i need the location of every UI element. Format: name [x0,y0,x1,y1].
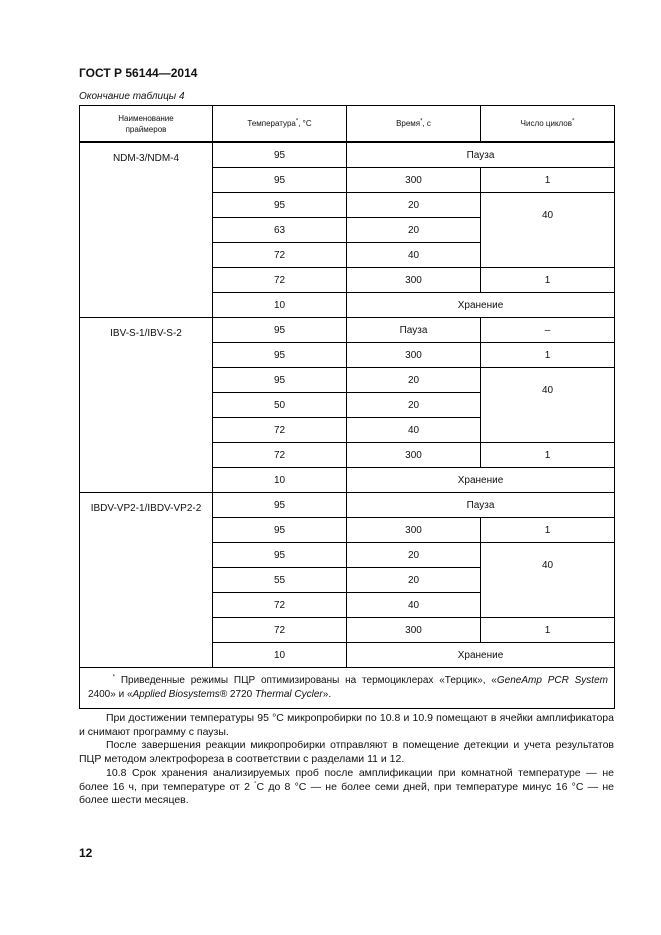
time-cell: 300 [347,443,481,468]
merged-cell: Пауза [347,493,615,518]
paragraph-detection: После завершения реакции микропробирки отправляют в помещение детекции и учета результатов ПЦР методом электрофореза в соответствии с разделами 11 и 12. [79,739,614,765]
primer-name-cell: IBV-S-1/IBV-S-2 [80,318,213,493]
temperature-cell: 95 [213,543,347,568]
table-header-row [80,106,615,143]
time-cell: 40 [347,418,481,443]
cycles-cell: 40 [481,543,615,618]
primer-name-cell: IBDV-VP2-1/IBDV-VP2-2 [80,493,213,668]
cycles-cell: 1 [481,618,615,643]
pcr-program-table [79,105,615,709]
table-row [80,493,615,518]
merged-cell: Хранение [347,643,615,668]
paragraph-pause: При достижении температуры 95 °С микропробирки по 10.8 и 10.9 помещают в ячейки амплификатора и снимают программу с паузы. [79,712,614,738]
cycles-cell: 40 [481,193,615,268]
temperature-cell: 72 [213,618,347,643]
time-cell: 20 [347,393,481,418]
time-cell: 20 [347,568,481,593]
cycles-cell: 1 [481,343,615,368]
temperature-cell: 10 [213,293,347,318]
time-cell: 20 [347,368,481,393]
temperature-cell: 95 [213,518,347,543]
table-row [80,142,615,168]
temperature-cell: 95 [213,168,347,193]
cycles-cell: 1 [481,443,615,468]
time-cell: 20 [347,218,481,243]
time-cell: 300 [347,518,481,543]
temperature-cell: 72 [213,268,347,293]
time-cell: 40 [347,593,481,618]
temperature-cell: 95 [213,368,347,393]
merged-cell: Пауза [347,142,615,168]
col-header-primer: Наименование праймеров [80,106,213,143]
time-cell: 20 [347,543,481,568]
temperature-cell: 95 [213,318,347,343]
table-row [80,318,615,343]
time-cell: 300 [347,618,481,643]
temperature-cell: 95 [213,142,347,168]
time-cell: 300 [347,343,481,368]
col-header-cycles: Число циклов* [481,106,615,143]
temperature-cell: 72 [213,443,347,468]
document-header: ГОСТ Р 56144—2014 [79,66,198,80]
temperature-cell: 95 [213,343,347,368]
time-cell: 20 [347,193,481,218]
temperature-cell: 63 [213,218,347,243]
temperature-cell: 72 [213,243,347,268]
merged-cell: Хранение [347,468,615,493]
temperature-cell: 10 [213,468,347,493]
col-header-temperature: Температура*, °С [213,106,347,143]
cycles-cell: – [481,318,615,343]
cycles-cell: 1 [481,268,615,293]
temperature-cell: 95 [213,193,347,218]
table-footnote: * Приведенные режимы ПЦР оптимизированы на термоциклерах «Терцик», «GeneAmp PCR System 2400» и «Applied Biosystems® 2720 Thermal Cycler». [80,668,615,709]
merged-cell: Хранение [347,293,615,318]
primer-name-cell: NDM-3/NDM-4 [80,142,213,318]
temperature-cell: 72 [213,418,347,443]
temperature-cell: 10 [213,643,347,668]
time-cell: 300 [347,168,481,193]
cycles-cell: 40 [481,368,615,443]
time-cell: Пауза [347,318,481,343]
temperature-cell: 55 [213,568,347,593]
table-caption: Окончание таблицы 4 [79,91,185,102]
cycles-cell: 1 [481,518,615,543]
table-footnote-row [80,668,615,709]
temperature-cell: 72 [213,593,347,618]
cycles-cell: 1 [481,168,615,193]
page-number: 12 [79,846,93,860]
time-cell: 300 [347,268,481,293]
paragraph-storage: 10.8 Срок хранения анализируемых проб после амплификации при комнатной температуре — не более 16 ч, при температуре от 2 °С до 8 °С — не более семи дней, при температуре минус 16 °С — не более шести месяцев. [79,767,614,806]
temperature-cell: 95 [213,493,347,518]
col-header-time: Время*, с [347,106,481,143]
temperature-cell: 50 [213,393,347,418]
time-cell: 40 [347,243,481,268]
